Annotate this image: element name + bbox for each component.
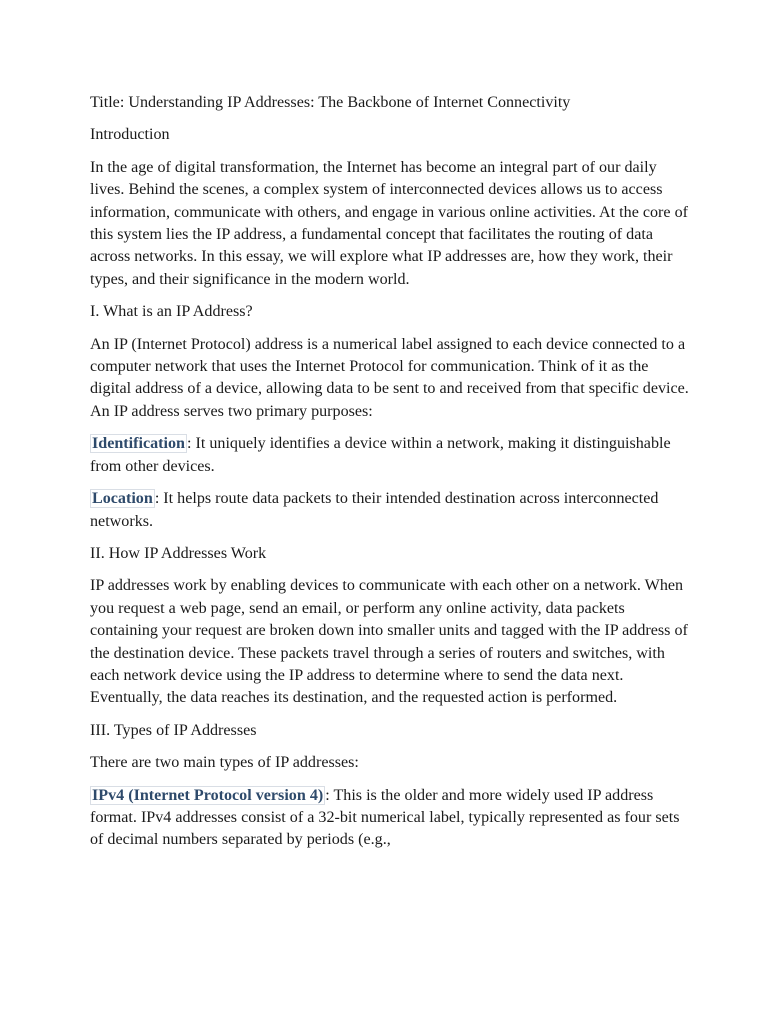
identification-item <box>90 433 690 478</box>
location-text: : It helps route data packets to their intended destination across interconnected networks. <box>90 490 659 530</box>
section-2-paragraph: IP addresses work by enabling devices to communicate with each other on a network. When you request a web page, send an email, or perform any online activity, data packets containing your request are broken down into smaller units and tagged with the IP address of the destination device. These packets travel through a series of routers and switches, with each network device using the IP address to determine where to send the data next. Eventually, the data reaches its destination, and the requested action is performed. <box>90 577 688 707</box>
section-3-heading: III. Types of IP Addresses <box>90 721 257 739</box>
document-page <box>90 92 690 862</box>
section-3-paragraph: There are two main types of IP addresses: <box>90 754 359 772</box>
identification-text: : It uniquely identifies a device within a network, making it distinguishable from other devices. <box>90 435 671 475</box>
document-title: Title: Understanding IP Addresses: The Backbone of Internet Connectivity <box>90 94 571 111</box>
ipv4-item <box>90 785 690 852</box>
ipv4-text: : This is the older and more widely used IP address format. IPv4 addresses consist of a 32-bit numerical label, typically represented as four sets of decimal numbers separated by periods (e.g., <box>90 786 680 849</box>
section-1-paragraph: An IP (Internet Protocol) address is a numerical label assigned to each device connected to a computer network that uses the Internet Protocol for communication. Think of it as the digital address of a device, allowing data to be sent to and received from that specific device. An IP address serves two primary purposes: <box>90 335 689 420</box>
location-term[interactable]: Location <box>92 490 153 508</box>
intro-paragraph: In the age of digital transformation, the Internet has become an integral part of our daily lives. Behind the scenes, a complex system of interconnected devices allows us to access information, communicate with others, and engage in various online activities. At the core of this system lies the IP address, a fundamental concept that facilitates the routing of data across networks. In this essay, we will explore what IP addresses are, how they work, their types, and their significance in the modern world. <box>90 158 688 288</box>
ipv4-term[interactable]: IPv4 (Internet Protocol version 4) <box>92 786 324 804</box>
location-item <box>90 488 690 533</box>
section-1-heading: I. What is an IP Address? <box>90 303 253 321</box>
intro-heading: Introduction <box>90 126 170 144</box>
identification-term[interactable]: Identification <box>92 435 185 453</box>
section-2-heading: II. How IP Addresses Work <box>90 544 267 562</box>
